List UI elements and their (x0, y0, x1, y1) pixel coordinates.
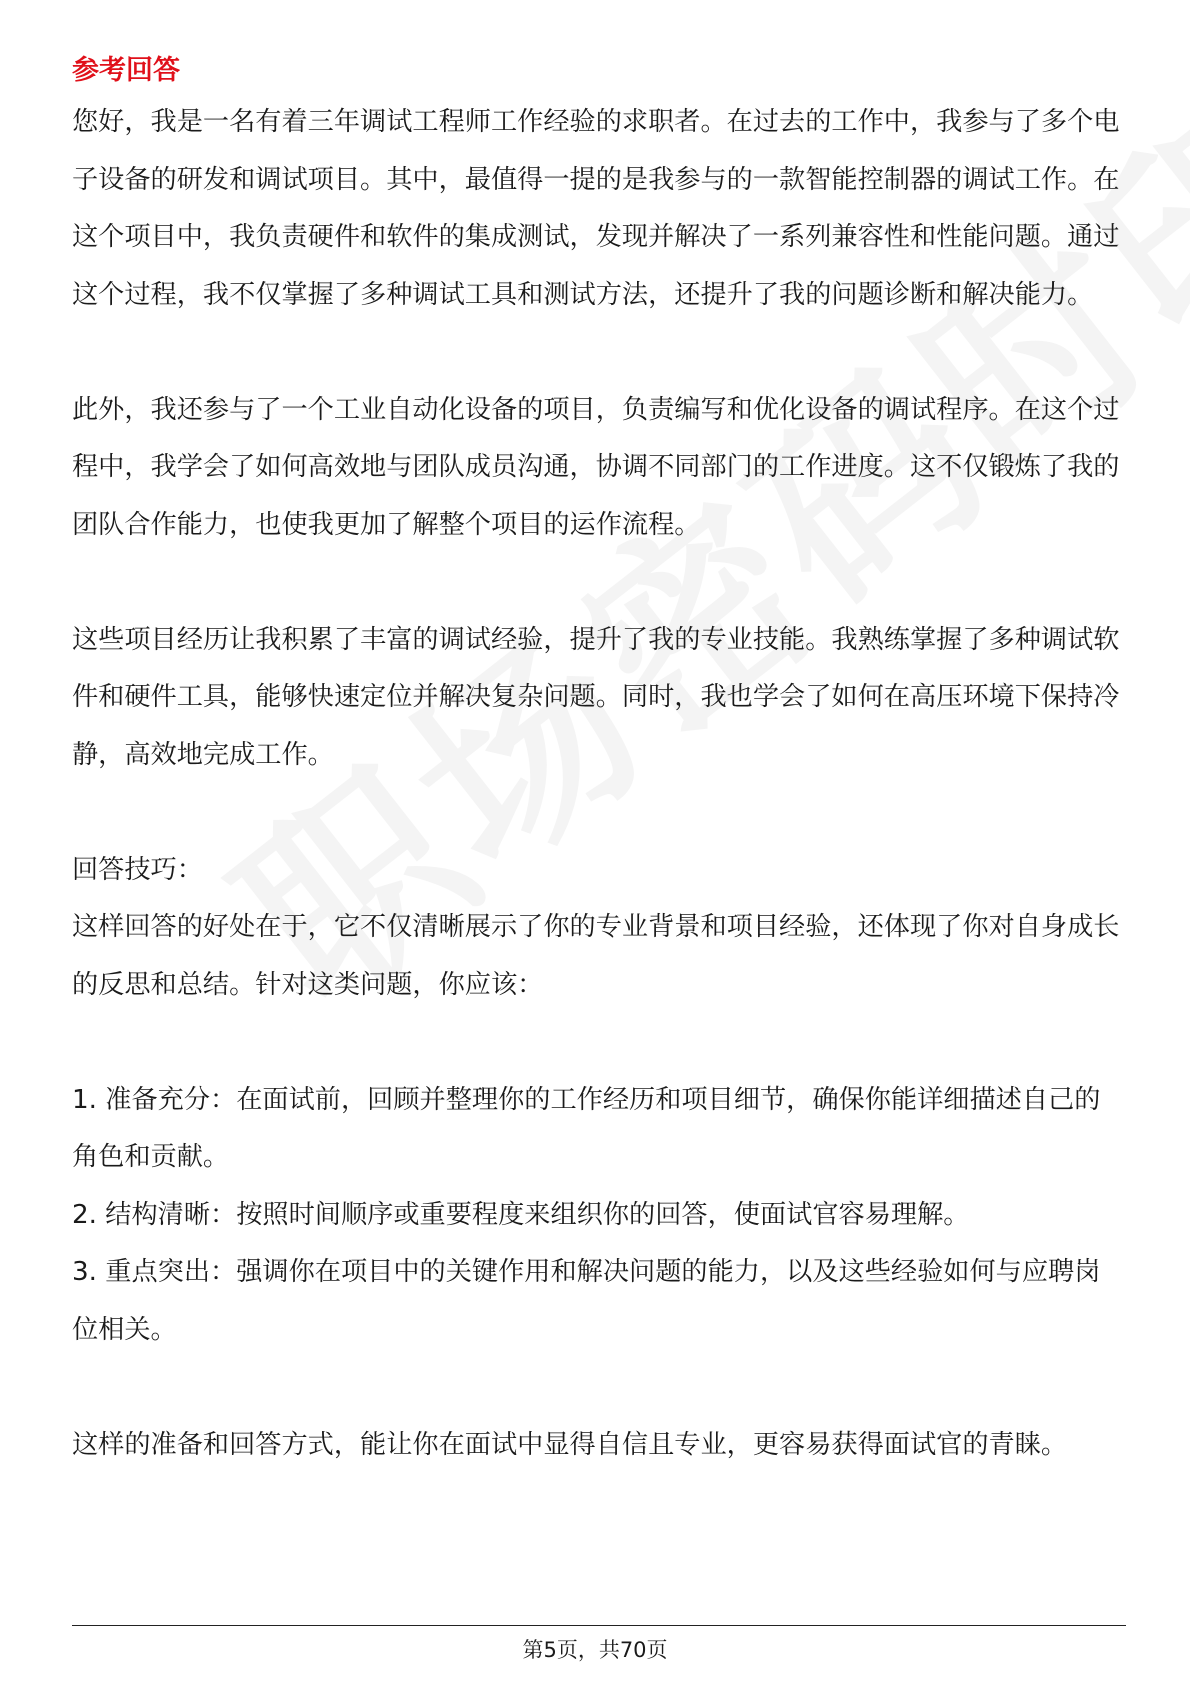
answer-paragraph-3: 这些项目经历让我积累了丰富的调试经验，提升了我的专业技能。我熟练掌握了多种调试软件和硬件工具，能够快速定位并解决复杂问题。同时，我也学会了如何在高压环境下保持冷静，高效地完成工作。 (72, 624, 1120, 770)
tip-item-1: 1. 准备充分：在面试前，回顾并整理你的工作经历和项目细节，确保你能详细描述自己的角色和贡献。 (72, 1084, 1101, 1172)
section-heading: 参考回答 (72, 55, 180, 86)
paragraph-gap (72, 1014, 1122, 1072)
paragraph-gap (72, 324, 1122, 382)
answer-paragraph-1: 您好，我是一名有着三年调试工程师工作经验的求职者。在过去的工作中，我参与了多个电子设备的研发和调试项目。其中，最值得一提的是我参与的一款智能控制器的调试工作。在这个项目中，我负责硬件和软件的集成测试，发现并解决了一系列兼容性和性能问题。通过这个过程，我不仅掌握了多种调试工具和测试方法，还提升了我的问题诊断和解决能力。 (72, 107, 1120, 310)
paragraph-gap (72, 554, 1122, 612)
closing-paragraph: 这样的准备和回答方式，能让你在面试中显得自信且专业，更容易获得面试官的青睐。 (72, 1429, 1068, 1460)
document-content (72, 48, 1122, 1474)
tips-intro: 这样回答的好处在于，它不仅清晰展示了你的专业背景和项目经验，还体现了你对自身成长的反思和总结。针对这类问题，你应该： (72, 912, 1120, 1000)
footer-divider (72, 1625, 1126, 1626)
tip-item-3: 3. 重点突出：强调你在项目中的关键作用和解决问题的能力，以及这些经验如何与应聘岗位相关。 (72, 1257, 1101, 1345)
page-number: 第5页，共70页 (522, 1638, 668, 1662)
paragraph-gap (72, 784, 1122, 842)
paragraph-gap (72, 1359, 1122, 1417)
tip-item-2: 2. 结构清晰：按照时间顺序或重要程度来组织你的回答，使面试官容易理解。 (72, 1199, 970, 1230)
answer-paragraph-2: 此外，我还参与了一个工业自动化设备的项目，负责编写和优化设备的调试程序。在这个过程中，我学会了如何高效地与团队成员沟通，协调不同部门的工作进度。这不仅锻炼了我的团队合作能力，也使我更加了解整个项目的运作流程。 (72, 394, 1120, 540)
tips-label: 回答技巧： (72, 854, 203, 885)
